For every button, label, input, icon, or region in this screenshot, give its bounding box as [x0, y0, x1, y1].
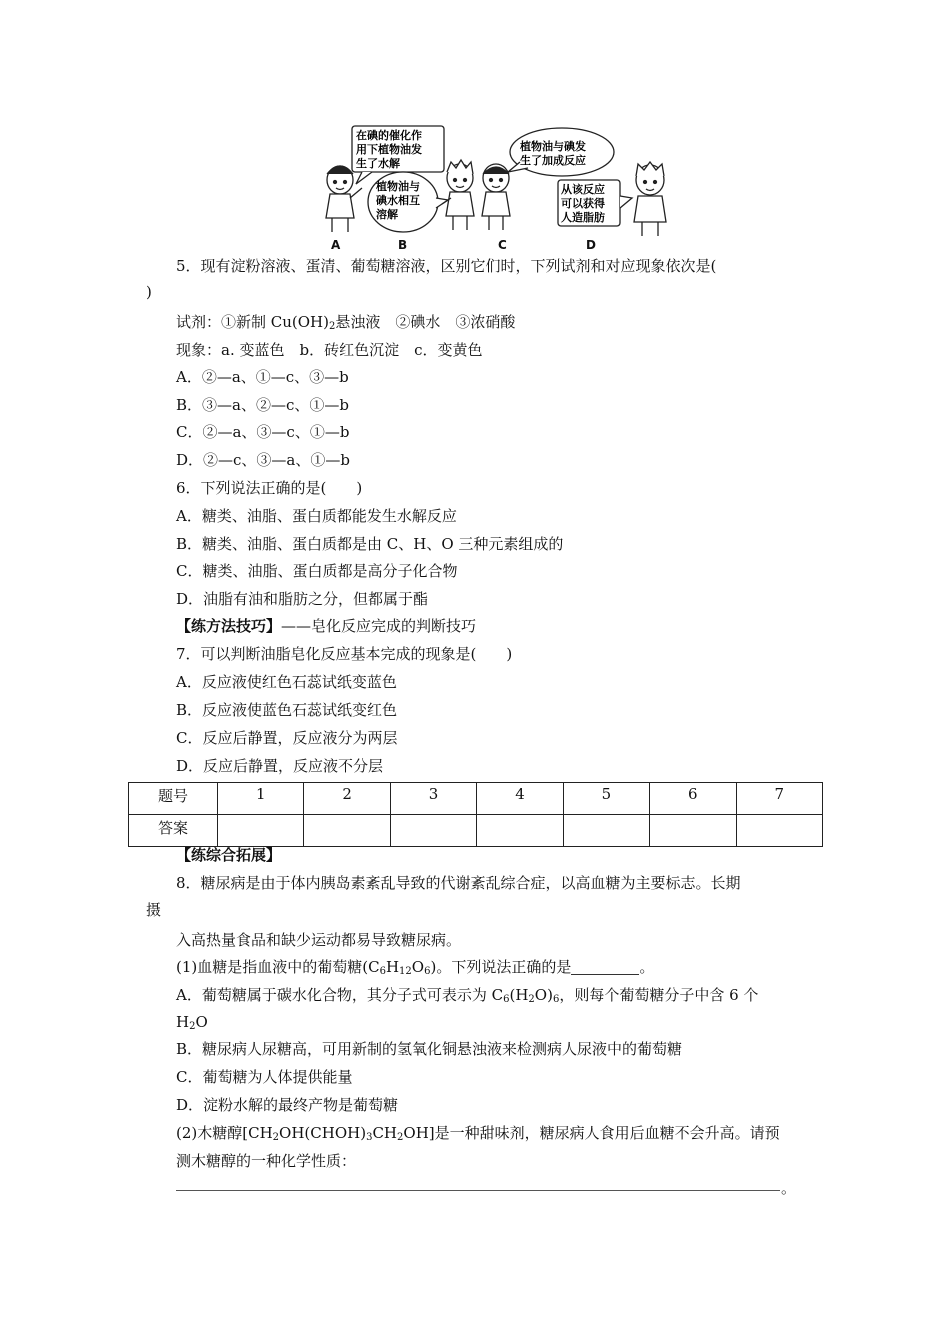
child-a-figure — [326, 166, 362, 232]
cartoon-figure — [318, 118, 678, 258]
bubble-d-line3: 人造脂肪 — [561, 211, 605, 224]
label-a: A — [331, 238, 341, 252]
q5-option-c: C．②—a、③—c、①—b — [176, 423, 350, 441]
q6-option-b: B．糖类、油脂、蛋白质都是由 C、H、O 三种元素组成的 — [176, 535, 564, 553]
answer-blank-part1[interactable] — [571, 960, 639, 975]
q5-stem: 5．现有淀粉溶液、蛋清、葡萄糖溶液，区别它们时，下列试剂和对应现象依次是( — [176, 257, 717, 275]
q5-option-d: D．②—c、③—a、①—b — [176, 451, 350, 469]
q5-option-a: A．②—a、①—c、③—b — [176, 368, 349, 386]
q8-option-d: D．淀粉水解的最终产物是葡萄糖 — [176, 1096, 399, 1114]
child-c-figure — [482, 164, 510, 230]
label-d: D — [586, 238, 596, 252]
q7-option-a: A．反应液使红色石蕊试纸变蓝色 — [176, 673, 397, 691]
q8-option-b: B．糖尿病人尿糖高，可用新制的氢氧化铜悬浊液来检测病人尿液中的葡萄糖 — [176, 1040, 683, 1058]
answer-table-answer-row — [129, 815, 823, 847]
q5-option-b: B．③—a、②—c、①—b — [176, 396, 349, 414]
table-number-4: 4 — [477, 783, 563, 815]
q7-option-c: C．反应后静置，反应液分为两层 — [176, 729, 398, 747]
q8-stem-line3: 入高热量食品和缺少运动都易导致糖尿病。 — [176, 931, 462, 949]
q8-part2-line2: 测木糖醇的一种化学性质： — [176, 1152, 357, 1170]
label-c: C — [498, 238, 507, 252]
q8-part2: (2)木糖醇$[CH_2OH(CHOH)_3CH_2OH]$是一种甜味剂，糖尿病人食用后血糖不会升高。请预 — [176, 1124, 780, 1143]
q6-stem: 6．下列说法正确的是( ) — [176, 479, 363, 497]
bubble-a-line1: 在碘的催化作 — [356, 129, 422, 142]
q7-option-b: B．反应液使蓝色石蕊试纸变红色 — [176, 701, 398, 719]
q6-option-c: C．糖类、油脂、蛋白质都是高分子化合物 — [176, 562, 458, 580]
table-answer-label: 答案 — [129, 815, 218, 847]
q5-stem-end: ) — [146, 283, 152, 301]
bubble-d-line1: 从该反应 — [561, 183, 605, 196]
bubble-b-line2: 碘水相互 — [376, 194, 420, 207]
q7-stem: 7．可以判断油脂皂化反应基本完成的现象是( ) — [176, 645, 513, 663]
bubble-b-line3: 溶解 — [376, 208, 398, 221]
bubble-a-line2: 用下植物油发 — [356, 143, 422, 156]
table-number-6: 6 — [650, 783, 736, 815]
q6-option-d: D．油脂有油和脂肪之分，但都属于酯 — [176, 590, 429, 608]
q8-stem-line1: 8．糖尿病是由于体内胰岛素紊乱导致的代谢紊乱综合症，以高血糖为主要标志。长期 — [176, 874, 741, 892]
child-b-figure — [442, 160, 474, 230]
answer-cell-5[interactable] — [563, 815, 649, 847]
answer-cell-7[interactable] — [736, 815, 822, 847]
q5-phenomena: 现象：a. 变蓝色 b．砖红色沉淀 c．变黄色 — [176, 341, 483, 359]
q8-option-a: A．葡萄糖属于碳水化合物，其分子式可表示为 $C_6(H_2O)_6$，则每个葡萄糖分子中含 6 个 — [176, 986, 759, 1005]
bubble-b-line1: 植物油与 — [376, 180, 420, 193]
section-extension-heading: 【练综合拓展】 — [176, 846, 282, 864]
q8-part2-end: 。 — [781, 1179, 797, 1197]
q8-option-c: C．葡萄糖为人体提供能量 — [176, 1068, 353, 1086]
q8-stem-line2: 摄 — [146, 901, 162, 919]
q8-part1: (1)血糖是指血液中的葡萄糖$(C_6H_{12}O_6)$。下列说法正确的是 。 — [176, 958, 655, 977]
q5-reagents: 试剂：①新制 $Cu(OH)_2$悬浊液 ②碘水 ③浓硝酸 — [176, 313, 516, 332]
answer-blank-part2[interactable] — [176, 1190, 780, 1191]
answer-table-header-row — [129, 783, 823, 815]
label-b: B — [398, 238, 408, 252]
bubble-a-line3: 生了水解 — [356, 157, 400, 170]
bubble-d-line2: 可以获得 — [561, 197, 605, 210]
table-number-3: 3 — [390, 783, 476, 815]
answer-cell-1[interactable] — [218, 815, 304, 847]
answer-cell-4[interactable] — [477, 815, 563, 847]
answer-table — [128, 782, 823, 847]
table-number-1: 1 — [218, 783, 304, 815]
bubble-c-line1: 植物油与碘发 — [520, 140, 586, 153]
bubble-c-line2: 生了加成反应 — [520, 154, 586, 167]
answer-cell-6[interactable] — [650, 815, 736, 847]
answer-cell-2[interactable] — [304, 815, 390, 847]
table-number-5: 5 — [563, 783, 649, 815]
section-method-heading: 【练方法技巧】——皂化反应完成的判断技巧 — [176, 617, 477, 635]
cartoon-illustration — [318, 118, 678, 258]
table-number-7: 7 — [736, 783, 822, 815]
q8-option-a-cont: $H_2O$ — [176, 1013, 208, 1032]
table-header-label: 题号 — [129, 783, 218, 815]
table-number-2: 2 — [304, 783, 390, 815]
answer-cell-3[interactable] — [390, 815, 476, 847]
q7-option-d: D．反应后静置，反应液不分层 — [176, 757, 384, 775]
child-d-figure — [634, 162, 666, 236]
q6-option-a: A．糖类、油脂、蛋白质都能发生水解反应 — [176, 507, 457, 525]
